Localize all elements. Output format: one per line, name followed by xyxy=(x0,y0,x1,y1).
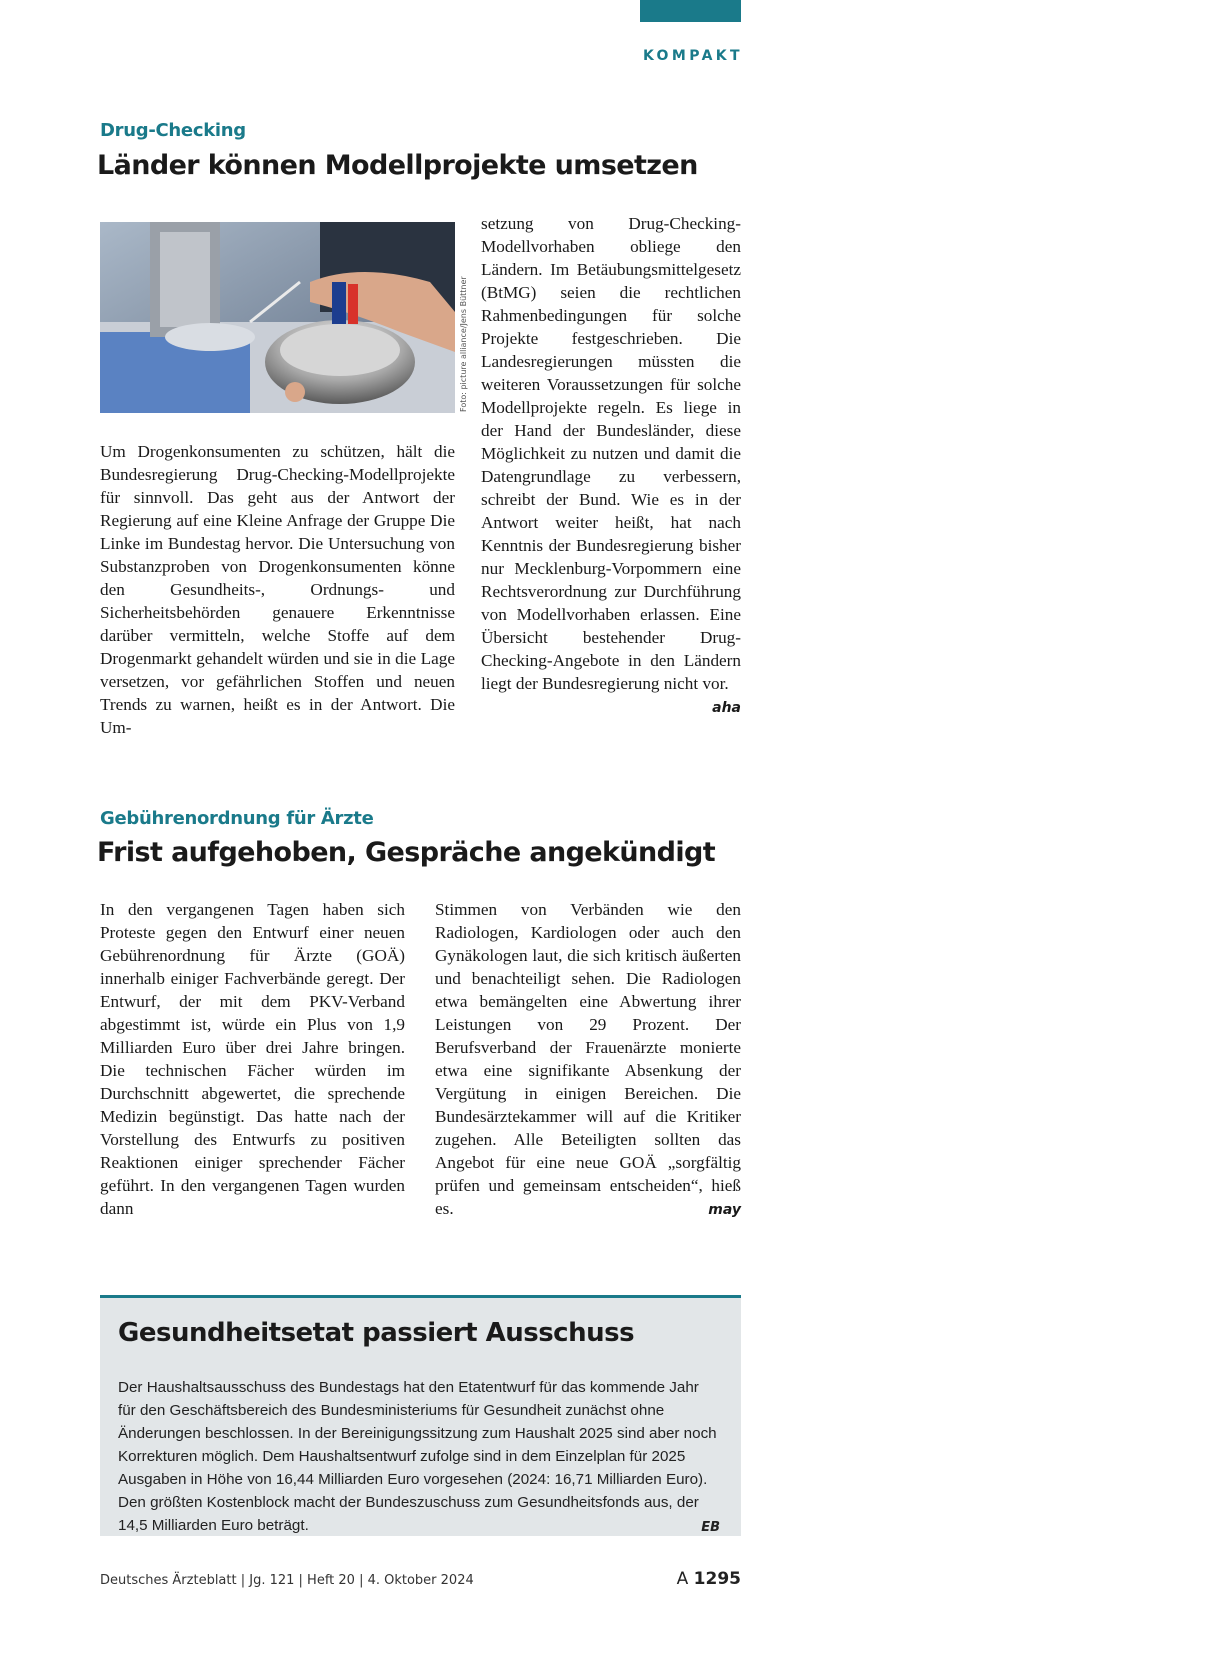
page-number: 1295 xyxy=(693,1569,741,1589)
article1-column-2 xyxy=(481,212,741,720)
article2-author: may xyxy=(708,1202,741,1218)
section-label: KOMPAKT xyxy=(642,48,743,64)
photo-credit: Foto: picture alliance/Jens Büttner xyxy=(459,276,468,412)
info-box xyxy=(100,1295,741,1536)
info-box-text xyxy=(118,1376,720,1539)
article1-kicker: Drug-Checking xyxy=(100,120,246,141)
article1-title: Länder können Modellprojekte umsetzen xyxy=(97,150,698,181)
article1-author: aha xyxy=(712,700,741,716)
footer-citation: Deutsches Ärzteblatt | Jg. 121 | Heft 20 | 4. Oktober 2024 xyxy=(100,1573,474,1588)
article2-col1-text: In den vergangenen Tagen haben sich Proteste gegen den Entwurf einer neuen Gebührenordnung für Ärzte (GOÄ) innerhalb einiger Fachverbände geregt. Der Entwurf, der mit dem PKV-Verband abgestimmt ist, würde ein Plus von 1,9 Milliarden Euro über drei Jahre bringen. Die technischen Fächer würden im Durchschnitt abgewertet, die sprechende Medizin begünstigt. Das hatte nach der Vorstellung des Entwurfs zu positiven Reaktionen einiger sprechender Fächer geführt. In den vergangenen Tagen wurden dann xyxy=(100,900,405,1218)
section-tab-bar xyxy=(640,0,741,22)
footer-page-number xyxy=(677,1569,741,1589)
page-prefix: A xyxy=(676,1569,689,1589)
article1-column-1 xyxy=(100,440,455,739)
article2-column-1 xyxy=(100,898,405,1220)
article2-col2-text: Stimmen von Verbänden wie den Radiologen, Kardiologen oder auch den Gynäkologen laut, die sich kritisch äußerten und benachteiligt sehen. Die Radiologen etwa bemängelten eine Abwertung ihrer Leistungen von 29 Prozent. Der Berufsverband der Frauenärzte monierte etwa eine signifikante Absenkung der Vergütung in einigen Bereichen. Die Bundesärztekammer will auf die Kritiker zugehen. Alle Beteiligten sollten das Angebot für eine neue GOÄ „sorgfältig prüfen und gemeinsam entscheiden“, hieß es. xyxy=(435,900,741,1218)
article2-title: Frist aufgehoben, Gespräche angekündigt xyxy=(97,837,716,868)
info-box-title: Gesundheitsetat passiert Ausschuss xyxy=(118,1318,635,1348)
article1-col2-text: setzung von Drug-Checking-Modellvorhaben obliege den Ländern. Im Betäubungsmittelgesetz (BtMG) seien die rechtlichen Rahmenbedingungen für solche Projekte festgeschrieben. Die Landesregierungen müssten die weiteren Voraussetzungen für solche Modellprojekte regeln. Es liege in der Hand der Bundesländer, diese Möglichkeit zu nutzen und damit die Datengrundlage zu verbessern, schreibt der Bund. Wie es in der Antwort weiter heißt, hat nach Kenntnis der Bundesregierung bisher nur Mecklenburg-Vorpommern eine Rechtsverordnung zur Durchführung von Modellvorhaben erlassen. Eine Übersicht bestehender Drug-Checking-Angebote in den Ländern liegt der Bundesregierung nicht vor. xyxy=(481,214,741,693)
article2-column-2 xyxy=(435,898,741,1222)
article1-photo xyxy=(100,222,455,413)
info-box-author: EB xyxy=(701,1520,720,1535)
article1-col1-text: Um Drogenkonsumenten zu schützen, hält die Bundesregierung Drug-Checking-Modellprojekte für sinnvoll. Das geht aus der Antwort der Regierung auf eine Kleine Anfrage der Gruppe Die Linke im Bundestag hervor. Die Untersuchung von Substanzproben von Drogenkonsumenten könne den Gesundheits-, Ordnungs- und Sicherheitsbehörden genauere Erkenntnisse darüber vermitteln, welche Stoffe auf dem Drogenmarkt gehandelt würden und sie in die Lage versetzen, vor gefährlichen Stoffen und neuen Trends zu warnen, heißt es in der Antwort. Die Um- xyxy=(100,442,455,737)
article2-kicker: Gebührenordnung für Ärzte xyxy=(100,808,374,829)
info-box-body: Der Haushaltsausschuss des Bundestags hat den Etatentwurf für das kommende Jahr für den Geschäftsbereich des Bundesministeriums für Gesundheit zunächst ohne Änderungen beschlossen. In der Bereinigungssitzung zum Haushalt 2025 sind aber noch Korrekturen möglich. Dem Haushaltsentwurf zufolge sind in dem Einzelplan für 2025 Ausgaben in Höhe von 16,44 Milliarden Euro vorgesehen (2024: 16,71 Milliarden Euro). Den größten Kostenblock macht der Bundeszuschuss zum Gesundheitsfonds aus, der 14,5 Milliarden Euro beträgt. xyxy=(118,1379,717,1534)
lab-photo-illustration xyxy=(100,222,455,413)
